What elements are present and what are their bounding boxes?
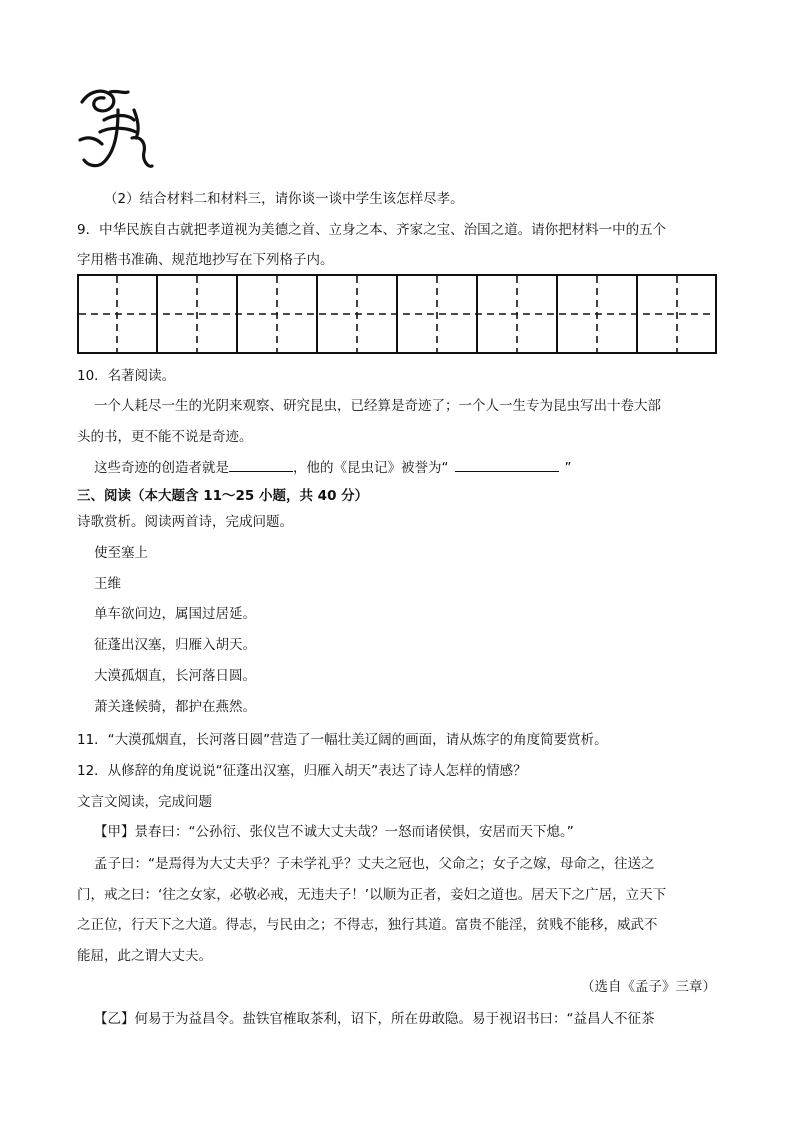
- poem-author: 王维: [94, 576, 121, 592]
- question-11: 11．“大漠孤烟直，长河落日圆”营造了一幅壮美辽阔的画面，请从炼字的角度简要赏析。: [77, 732, 608, 748]
- source-citation: （选自《孟子》三章）: [581, 979, 716, 995]
- question-10-text-a: 这些奇迹的创造者就是: [94, 460, 229, 476]
- poem-line-2: 征蓬出汉塞，归雁入胡天。: [94, 637, 256, 653]
- question-10-text-c: ”: [564, 460, 572, 476]
- mengzi-line-2: 门，戒之曰：‘往之女家，必敬必戒，无违夫子！’以顺为正者，妾妇之道也。居天下之广居，立天下: [77, 887, 667, 903]
- poem-intro: 诗歌赏析。阅读两首诗，完成问题。: [77, 514, 293, 530]
- answer-blank-title[interactable]: [455, 457, 559, 472]
- poem-line-3: 大漠孤烟直，长河落日圆。: [94, 668, 256, 684]
- question-10-title: 10．名著阅读。: [77, 368, 176, 384]
- question-9-line-2: 字用楷书准确、规范地抄写在下列格子内。: [77, 252, 334, 268]
- question-10-paragraph-line-2: 头的书，更不能不说是奇迹。: [77, 429, 253, 445]
- question-9-line-1: 9．中华民族自古就把孝道视为美德之首、立身之本、齐家之宝、治国之道。请你把材料一中的五个: [77, 222, 667, 238]
- classical-reading-intro: 文言文阅读，完成问题: [77, 794, 212, 810]
- poem-title: 使至塞上: [94, 545, 148, 561]
- passage-jia: 【甲】景春曰：“公孙衍、张仪岂不诚大丈夫哉？一怒而诸侯惧，安居而天下熄。”: [94, 824, 574, 840]
- poem-line-1: 单车欲问边，属国过居延。: [94, 606, 256, 622]
- section-3-heading: 三、阅读（本大题含 11～25 小题，共 40 分）: [77, 488, 369, 504]
- handwriting-grid[interactable]: [77, 274, 717, 354]
- question-10-text-b: ，他的《昆虫记》被誉为“: [293, 460, 449, 476]
- poem-line-4: 萧关逢候骑，都护在燕然。: [94, 699, 256, 715]
- passage-yi: 【乙】何易于为益昌令。盐铁官榷取茶利，诏下，所在毋敢隐。易于视诏书曰：“益昌人不征茶: [94, 1011, 655, 1027]
- mengzi-line-3: 之正位，行天下之大道。得志，与民由之；不得志，独行其道。富贵不能淫，贫贱不能移，威武不: [77, 917, 658, 933]
- question-10-fill-sentence: [94, 456, 572, 476]
- question-12: 12．从修辞的角度说说“征蓬出汉塞，归雁入胡天”表达了诗人怎样的情感？: [77, 763, 527, 779]
- seal-script-character-image: [74, 80, 154, 176]
- mengzi-line-1: 孟子曰：“是焉得为大丈夫乎？子未学礼乎？丈夫之冠也，父命之；女子之嫁，母命之，往送之: [94, 856, 655, 872]
- question-10-paragraph-line-1: 一个人耗尽一生的光阴来观察、研究昆虫，已经算是奇迹了；一个人一生专为昆虫写出十卷大部: [94, 398, 661, 414]
- question-8-2: （2）结合材料二和材料三，请你谈一谈中学生该怎样尽孝。: [104, 191, 464, 207]
- answer-blank-author[interactable]: [229, 457, 293, 472]
- mengzi-line-4: 能屈，此之谓大丈夫。: [77, 948, 212, 964]
